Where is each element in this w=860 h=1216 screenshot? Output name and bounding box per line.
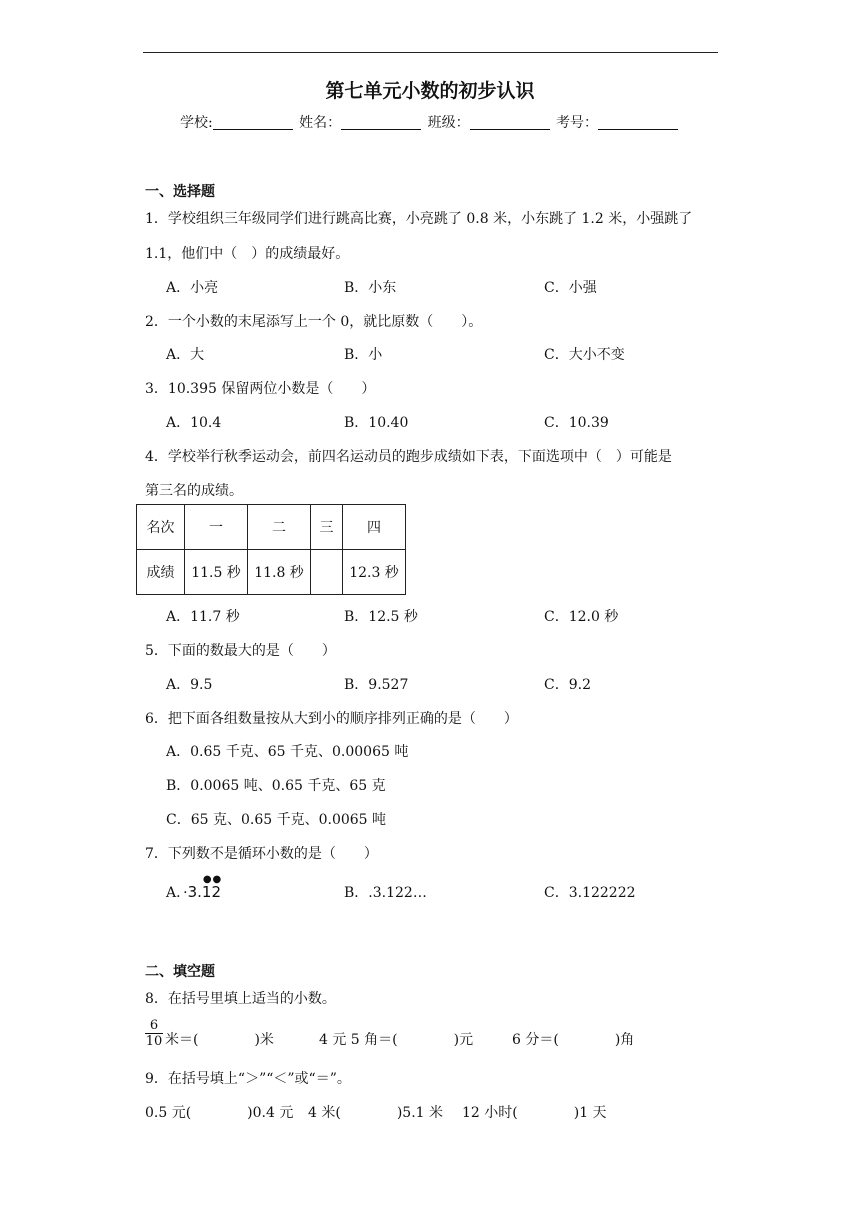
section-choice-heading: 一、选择题 <box>145 184 215 200</box>
q8-blank-3[interactable]: 6 分＝( )角 <box>512 1032 635 1048</box>
q8-blank-1[interactable]: 米＝( )米 <box>165 1032 274 1048</box>
q7-option-c[interactable]: C．3.122222 <box>544 885 636 901</box>
table-cell: 一 <box>185 505 248 550</box>
q3-option-b[interactable]: B．10.40 <box>344 415 409 431</box>
table-cell: 11.8 秒 <box>248 550 311 595</box>
school-blank[interactable] <box>213 115 293 130</box>
table-row <box>137 505 406 550</box>
repeat-dot-icon: ● <box>202 874 212 885</box>
q4-option-c[interactable]: C．12.0 秒 <box>544 609 619 625</box>
q4-line2: 第三名的成绩。 <box>145 483 243 499</box>
repeat-dot-icon: ● <box>212 874 222 885</box>
table-cell: 四 <box>343 505 406 550</box>
repeating-digit-value: 2 <box>211 883 221 901</box>
repeating-decimal <box>187 874 222 901</box>
q2-option-b[interactable]: B．小 <box>344 347 383 363</box>
q7-option-a-label: A． <box>166 885 184 901</box>
school-label: 学校: <box>179 115 213 131</box>
fraction <box>145 1018 163 1049</box>
name-blank[interactable] <box>341 115 421 130</box>
q1-option-c[interactable]: C．小强 <box>544 280 597 296</box>
q2-option-a[interactable]: A．大 <box>166 347 205 363</box>
q9-blank-2[interactable]: 4 米( )5.1 米 <box>308 1105 443 1121</box>
q4-option-b[interactable]: B．12.5 秒 <box>344 609 418 625</box>
q1-option-b[interactable]: B．小东 <box>344 280 397 296</box>
q7-option-a-mark: · <box>183 885 188 901</box>
table-cell: 11.5 秒 <box>185 550 248 595</box>
q8-text: 8．在括号里填上适当的小数。 <box>145 991 336 1007</box>
q6-option-c[interactable]: C．65 克、0.65 千克、0.0065 吨 <box>166 812 387 828</box>
table-cell <box>311 550 343 595</box>
q1-line2: 1.1，他们中（ ）的成绩最好。 <box>145 246 350 262</box>
q5-option-b[interactable]: B．9.527 <box>344 677 409 693</box>
table-cell: 二 <box>248 505 311 550</box>
q8-blank-2[interactable]: 4 元 5 角＝( )元 <box>319 1032 474 1048</box>
q7-option-b[interactable]: B．.3.122… <box>344 885 427 901</box>
q9-blank-3[interactable]: 12 小时( )1 天 <box>462 1105 607 1121</box>
q9-blank-1[interactable]: 0.5 元( )0.4 元 <box>145 1105 294 1121</box>
q6-option-b[interactable]: B．0.0065 吨、0.65 千克、65 克 <box>166 778 386 794</box>
q4-option-a[interactable]: A．11.7 秒 <box>166 609 240 625</box>
q7-option-a[interactable] <box>166 874 222 902</box>
q1-line1: 1．学校组织三年级同学们进行跳高比赛，小亮跳了 0.8 米，小东跳了 1.2 米，小强跳了 <box>145 211 693 227</box>
class-blank[interactable] <box>470 115 550 130</box>
class-label: 班级： <box>427 115 470 131</box>
repeating-digit <box>201 874 212 901</box>
fraction-denominator: 10 <box>145 1034 163 1049</box>
q6-text: 6．把下面各组数量按从大到小的顺序排列正确的是（ ） <box>145 711 518 727</box>
table-row <box>137 550 406 595</box>
q7-text: 7．下列数不是循环小数的是（ ） <box>145 846 378 862</box>
q5-option-a[interactable]: A．9.5 <box>166 677 213 693</box>
repeating-digit <box>211 874 222 901</box>
exam-label: 考号： <box>556 115 599 131</box>
q5-text: 5．下面的数最大的是（ ） <box>145 643 336 659</box>
student-info-line <box>0 112 860 132</box>
fraction-numerator: 6 <box>145 1018 163 1034</box>
table-cell: 三 <box>311 505 343 550</box>
section-fill-heading: 二、填空题 <box>145 964 215 980</box>
exam-blank[interactable] <box>598 115 678 130</box>
q2-text: 2．一个小数的末尾添写上一个 0，就比原数（ ）。 <box>145 314 483 330</box>
q3-text: 3．10.395 保留两位小数是（ ） <box>145 381 376 397</box>
q2-option-c[interactable]: C．大小不变 <box>544 347 625 363</box>
q3-option-a[interactable]: A．10.4 <box>166 415 222 431</box>
repeating-decimal-integer: 3. <box>187 883 202 901</box>
repeating-digit-value: 1 <box>201 883 212 901</box>
q5-option-c[interactable]: C．9.2 <box>544 677 591 693</box>
q1-option-a[interactable]: A．小亮 <box>166 280 219 296</box>
header-rule <box>143 52 718 53</box>
table-cell: 12.3 秒 <box>343 550 406 595</box>
page-title: 第七单元小数的初步认识 <box>325 80 535 102</box>
q3-option-c[interactable]: C．10.39 <box>544 415 609 431</box>
q6-option-a[interactable]: A．0.65 千克、65 千克、0.00065 吨 <box>166 744 409 760</box>
table-cell: 名次 <box>137 505 185 550</box>
q9-text: 9．在括号填上“＞”“＜”或“＝”。 <box>145 1071 351 1087</box>
results-table <box>136 504 406 595</box>
table-cell: 成绩 <box>137 550 185 595</box>
q4-line1: 4．学校举行秋季运动会，前四名运动员的跑步成绩如下表，下面选项中（ ）可能是 <box>145 449 672 465</box>
name-label: 姓名： <box>299 115 342 131</box>
